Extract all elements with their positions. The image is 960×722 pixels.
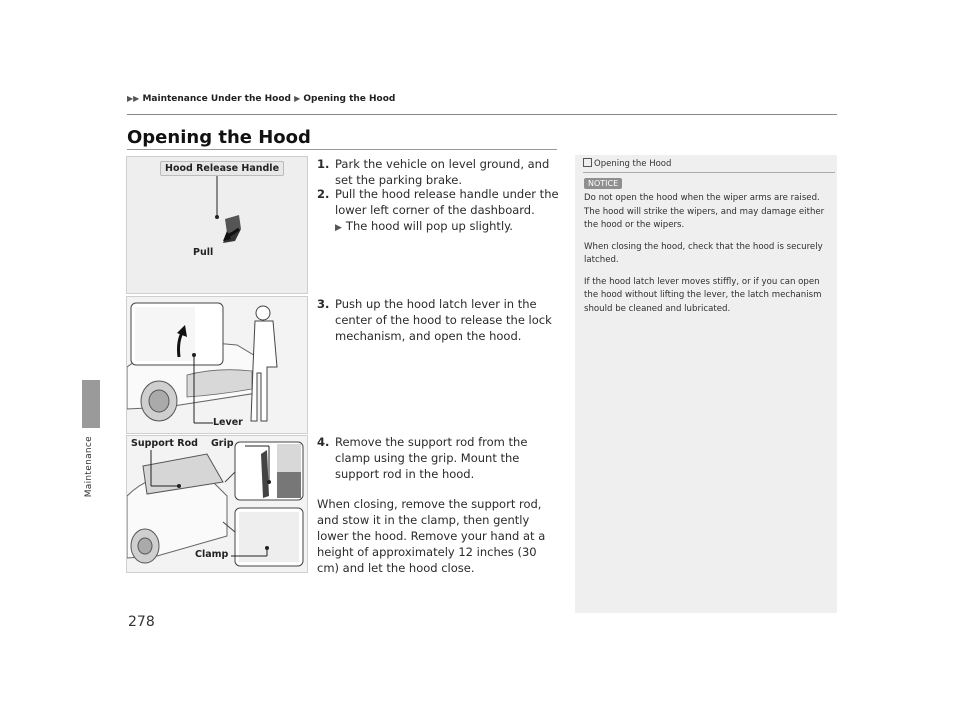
- callout-pull: Pull: [193, 247, 214, 258]
- result-arrow-icon: ▶: [335, 223, 342, 233]
- section-tab-label: Maintenance: [84, 436, 94, 498]
- breadcrumb-arrow-icon: ▶▶: [127, 94, 140, 103]
- section-tab[interactable]: [82, 380, 100, 428]
- sidebar-title-text: Opening the Hood: [594, 159, 672, 169]
- hood-release-illustration: [127, 157, 307, 293]
- sidebar-text: [584, 192, 830, 324]
- step-number: 3.: [317, 297, 330, 311]
- step-text: Remove the support rod from the clamp using the grip. Mount the support rod in the hood.: [335, 435, 528, 481]
- figure-support-rod: [126, 435, 308, 573]
- closing-instructions: When closing, remove the support rod, and stow it in the clamp, then gently lower the hood. Remove your hand at a height of approximately 12 inches (30 cm) and let the hood close.: [317, 497, 546, 575]
- page-title: Opening the Hood: [127, 127, 311, 148]
- sidebar-title: [583, 158, 671, 169]
- notice-badge: NOTICE: [584, 178, 622, 189]
- figure-hood-release-handle: [126, 156, 308, 294]
- step-number: 4.: [317, 435, 330, 449]
- reference-icon: [583, 158, 592, 167]
- step-number: 2.: [317, 187, 330, 201]
- sidebar-paragraph: If the hood latch lever moves stiffly, or if you can open the hood without lifting the lever, the latch mechanism should be cleaned and lubricated.: [584, 276, 822, 314]
- breadcrumb-page[interactable]: Opening the Hood: [303, 94, 396, 104]
- callout-hood-release-handle: Hood Release Handle: [160, 161, 284, 176]
- breadcrumb-arrow-icon: ▶: [294, 94, 301, 103]
- step-result: [335, 218, 513, 236]
- header-rule: [127, 114, 837, 115]
- breadcrumb: [127, 94, 395, 104]
- sidebar-paragraph: When closing the hood, check that the hood is securely latched.: [584, 241, 823, 265]
- page-number: 278: [128, 614, 155, 630]
- step-text: Park the vehicle on level ground, and set the parking brake.: [335, 157, 550, 187]
- step-result-text: The hood will pop up slightly.: [345, 219, 513, 233]
- step-number: 1.: [317, 157, 330, 171]
- title-rule: [127, 149, 557, 150]
- figure-hood-latch-lever: [126, 296, 308, 434]
- sidebar-paragraph: Do not open the hood when the wiper arms are raised. The hood will strike the wipers, and may damage either the hood or the wipers.: [584, 193, 825, 230]
- hood-latch-illustration: [127, 297, 307, 433]
- sidebar-rule: [583, 172, 835, 173]
- breadcrumb-section[interactable]: Maintenance Under the Hood: [142, 94, 291, 104]
- step-text: Pull the hood release handle under the lower left corner of the dashboard.: [335, 187, 559, 217]
- callout-grip: Grip: [211, 438, 234, 449]
- callout-support-rod: Support Rod: [131, 438, 198, 449]
- step-text: Push up the hood latch lever in the center of the hood to release the lock mechanism, and open the hood.: [335, 297, 552, 343]
- callout-clamp: Clamp: [195, 549, 229, 560]
- callout-lever: Lever: [213, 417, 243, 428]
